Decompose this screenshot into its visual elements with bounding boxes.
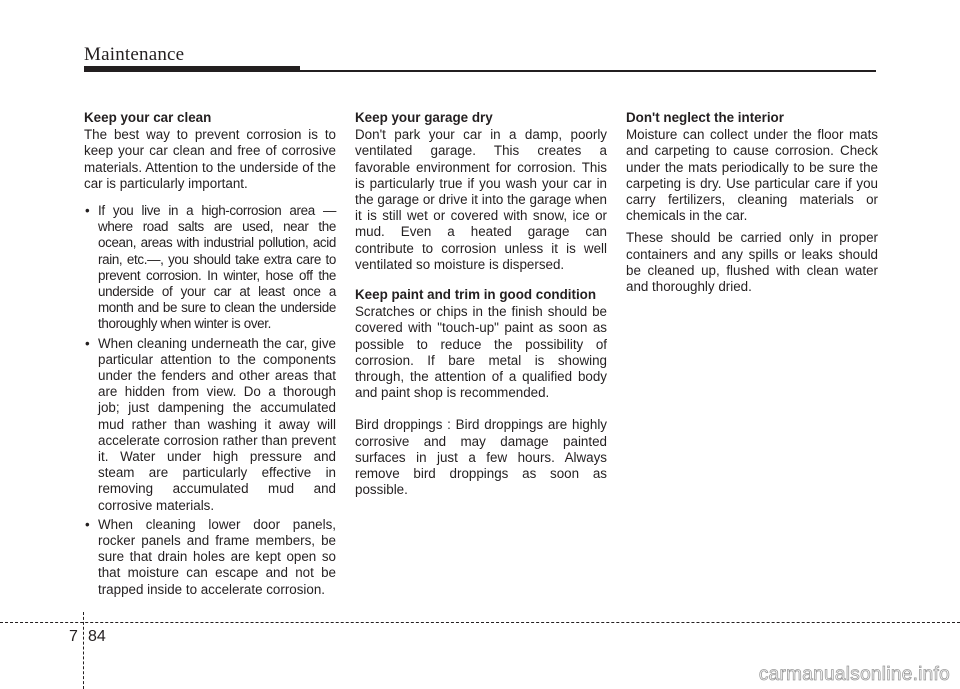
header-rule <box>300 70 876 72</box>
footer-crop-line-vertical <box>83 612 84 689</box>
bullet-icon: • <box>85 335 90 351</box>
column-keep-car-clean <box>84 110 336 601</box>
bullet-icon: • <box>85 516 90 532</box>
column-interior <box>626 110 878 295</box>
chapter-number: 7 <box>69 628 78 645</box>
heading-keep-paint-and-trim: Keep paint and trim in good condition <box>355 287 597 303</box>
paragraph-bird-droppings: Bird droppings : Bird droppings are highly corrosive and may damage painted surfaces in just a few hours. Always remove bird droppings as soon as possible. <box>355 417 607 498</box>
header-accent-bar <box>84 66 300 72</box>
paragraph-keep-car-clean-intro: The best way to prevent corrosion is to keep your car clean and free of corrosive materials. Attention to the underside of the car is particularly important. <box>84 127 336 191</box>
bullet-text: If you live in a high-corrosion area — where road salts are used, near the ocean, areas with industrial pollution, acid rain, etc.—, you should take extra care to prevent corrosion. In winter, hose off the underside of your car at least once a month and be sure to clean the underside thoroughly when winter is over. <box>98 203 336 332</box>
bullet-list-cleaning-tips <box>84 203 336 598</box>
bullet-icon: • <box>85 203 90 219</box>
paragraph-keep-paint-and-trim: Scratches or chips in the finish should be covered with "touch-up" paint as soon as possible to reduce the possibility of corrosion. If bare metal is showing through, the attention of a qualified body and paint shop is recommended. <box>355 304 607 401</box>
list-item <box>84 336 336 514</box>
paragraph-interior-containers: These should be carried only in proper containers and any spills or leaks should be cleaned up, flushed with clean water and thoroughly dried. <box>626 230 878 295</box>
heading-dont-neglect-interior: Don't neglect the interior <box>626 110 784 125</box>
paragraph-keep-garage-dry: Don't park your car in a damp, poorly ventilated garage. This creates a favorable environment for corrosion. This is particularly true if you wash your car in the garage or drive it into the garage when it is still wet or covered with snow, ice or mud. Even a heated garage can contribute to corrosion unless it is well ventilated so moisture is dispersed. <box>355 127 607 272</box>
heading-keep-garage-dry: Keep your garage dry <box>355 110 493 125</box>
page-number: 84 <box>88 628 106 645</box>
paragraph-interior-moisture: Moisture can collect under the floor mats and carpeting to cause corrosion. Check under the mats periodically to be sure the carpeting is dry. Use particular care if you carry fertilizers, cleaning materials or chemicals in the car. <box>626 127 878 224</box>
list-item <box>84 203 336 333</box>
section-title: Maintenance <box>84 44 185 65</box>
list-item <box>84 517 336 598</box>
site-watermark: carmanualsonline.info <box>758 664 950 685</box>
footer-crop-line-horizontal <box>0 622 960 623</box>
column-garage-and-paint <box>355 110 607 498</box>
heading-keep-car-clean: Keep your car clean <box>84 110 212 125</box>
bullet-text: When cleaning underneath the car, give particular attention to the components under the fenders and other areas that are hidden from view. Do a thorough job; just dampening the accumulated mud rather than washing it away will accelerate corrosion rather than prevent it. Water under high pressure and steam are particularly effective in removing accumulated mud and corrosive materials. <box>98 335 336 513</box>
bullet-text: When cleaning lower door panels, rocker panels and frame members, be sure that drain holes are kept open so that moisture can escape and not be trapped inside to accelerate corrosion. <box>98 516 336 597</box>
